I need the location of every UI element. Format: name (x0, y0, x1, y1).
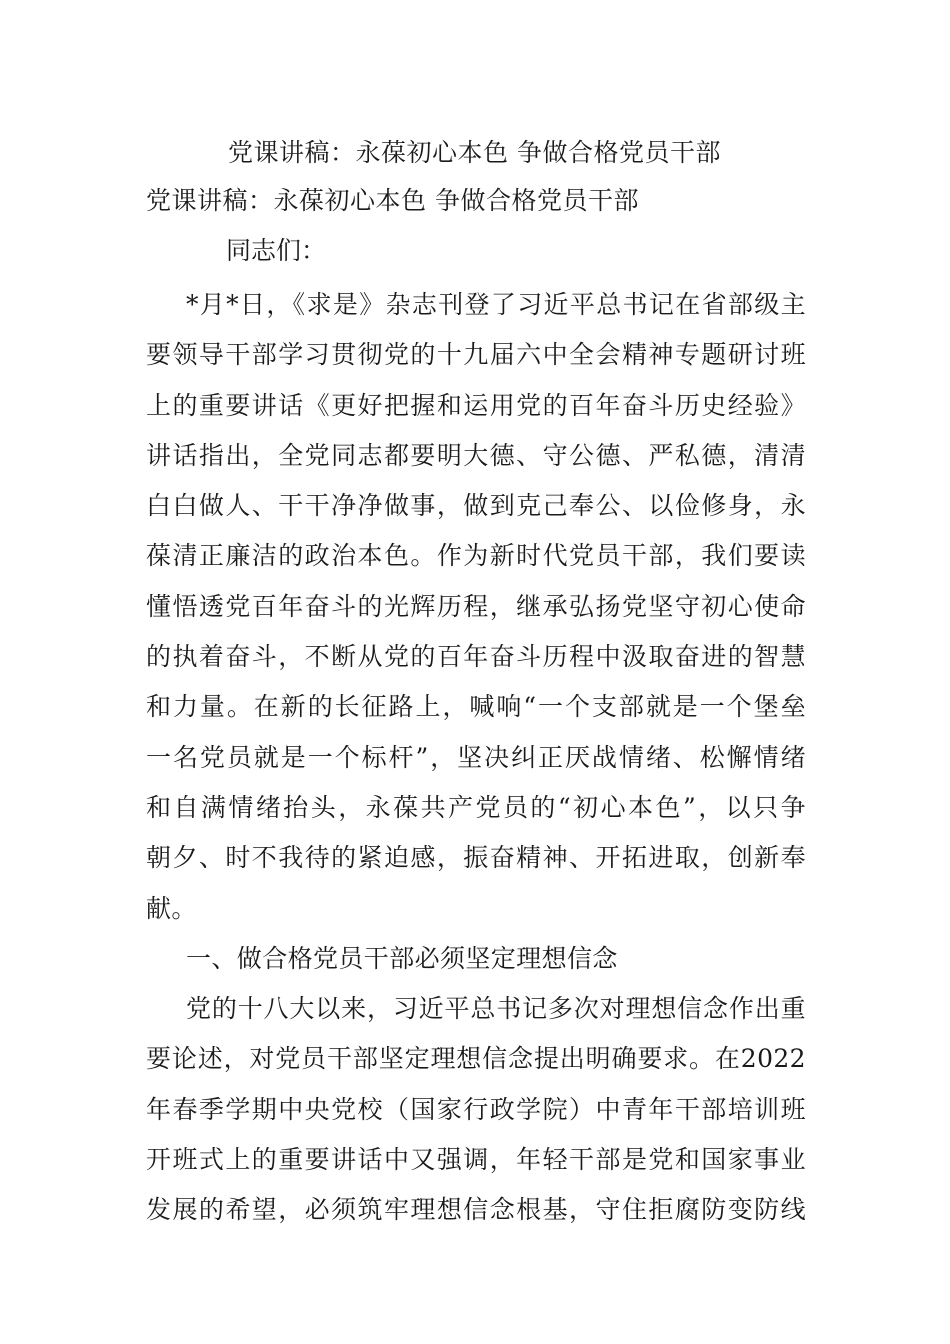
paragraph-line: 葆清正廉洁的政治本色。作为新时代党员干部，我们要读 (146, 541, 806, 571)
paragraph-line: 要领导干部学习贯彻党的十九届六中全会精神专题研讨班 (146, 340, 806, 370)
paragraph-line: 开班式上的重要讲话中又强调，年轻干部是党和国家事业 (146, 1145, 806, 1175)
section-heading: 一、做合格党员干部必须坚定理想信念 (186, 943, 618, 973)
paragraph-line: 年春季学期中央党校（国家行政学院）中青年干部培训班 (146, 1094, 806, 1124)
paragraph-line: 朝夕、时不我待的紧迫感，振奋精神、开拓进取，创新奉 (146, 843, 806, 873)
document-subtitle: 党课讲稿：永葆初心本色 争做合格党员干部 (146, 186, 639, 215)
document-title: 党课讲稿：永葆初心本色 争做合格党员干部 (228, 138, 721, 167)
paragraph-line: 党的十八大以来，习近平总书记多次对理想信念作出重 (186, 994, 806, 1024)
paragraph-line: 讲话指出，全党同志都要明大德、守公德、严私德，清清 (146, 440, 806, 470)
paragraph-line: 一名党员就是一个标杆”，坚决纠正厌战情绪、松懈情绪 (146, 742, 806, 772)
paragraph-line: 和力量。在新的长征路上，喊响“一个支部就是一个堡垒 (146, 692, 806, 722)
body-text (146, 280, 806, 1236)
paragraph-line: 和自满情绪抬头，永葆共产党员的“初心本色”，以只争 (146, 792, 806, 822)
paragraph-line: 的执着奋斗，不断从党的百年奋斗历程中汲取奋进的智慧 (146, 642, 806, 672)
paragraph-line: 懂悟透党百年奋斗的光辉历程，继承弘扬党坚守初心使命 (146, 591, 806, 621)
salutation: 同志们： (226, 236, 327, 265)
paragraph-line: *月*日，《求是》杂志刊登了习近平总书记在省部级主 (186, 290, 806, 319)
paragraph-line: 上的重要讲话《更好把握和运用党的百年奋斗历史经验》 (146, 390, 806, 420)
paragraph-line: 献。 (146, 893, 197, 923)
paragraph-line: 白白做人、干干净净做事，做到克己奉公、以俭修身，永 (146, 491, 806, 521)
paragraph-line: 发展的希望，必须筑牢理想信念根基，守住拒腐防变防线 (146, 1195, 806, 1225)
paragraph-line: 要论述，对党员干部坚定理想信念提出明确要求。在2022 (146, 1044, 806, 1074)
